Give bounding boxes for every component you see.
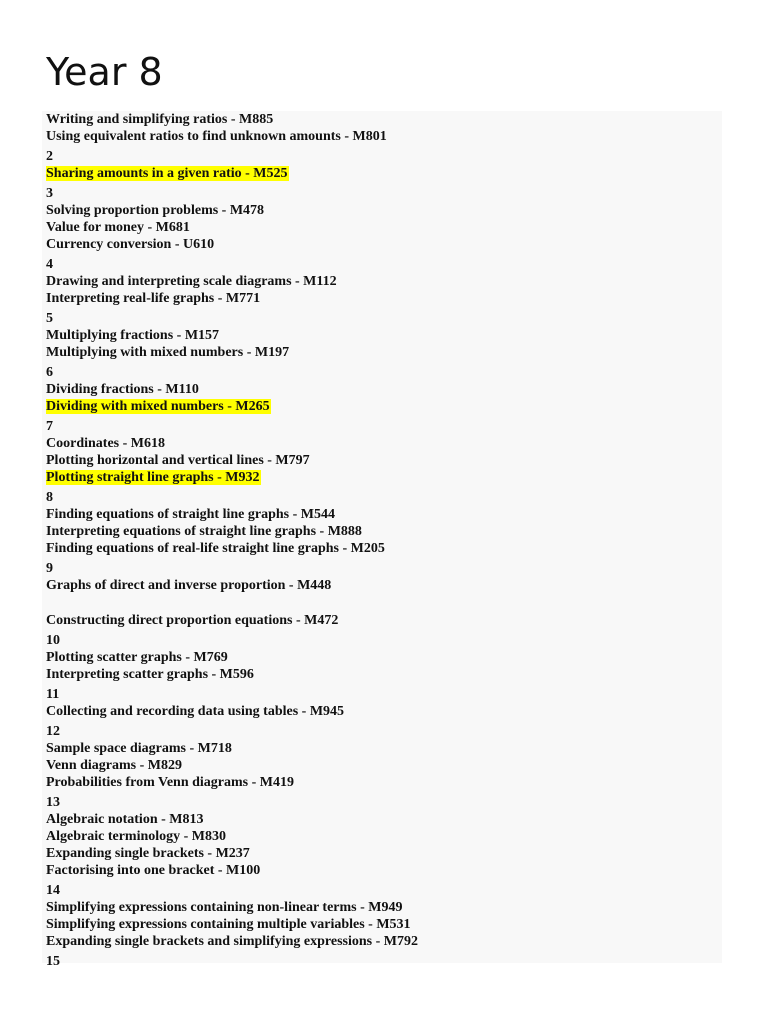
topic-item <box>46 219 716 236</box>
highlighted-topic-text: Plotting straight line graphs - M932 <box>46 470 260 485</box>
highlighted-topic-text: Sharing amounts in a given ratio - M525 <box>46 166 288 181</box>
highlighted-topic-text: Dividing with mixed numbers - M265 <box>46 399 270 414</box>
topic-item <box>46 452 716 469</box>
topic-item <box>46 398 716 415</box>
section-number <box>46 950 716 970</box>
topic-text: Currency conversion - U610 <box>46 237 215 252</box>
section-number-text: 6 <box>46 365 53 380</box>
section-number <box>46 182 716 202</box>
section-number-text: 9 <box>46 561 53 576</box>
section-number-text: 2 <box>46 149 53 164</box>
topic-item <box>46 577 716 594</box>
topic-item <box>46 612 716 629</box>
section-number <box>46 307 716 327</box>
topic-text: Interpreting equations of straight line graphs - M888 <box>46 524 362 539</box>
topic-item <box>46 862 716 879</box>
topic-text: Finding equations of straight line graphs - M544 <box>46 507 335 522</box>
section-number <box>46 879 716 899</box>
topic-text: Expanding single brackets - M237 <box>46 846 250 861</box>
topic-item <box>46 757 716 774</box>
topic-item <box>46 811 716 828</box>
topic-item <box>46 273 716 290</box>
topic-item <box>46 828 716 845</box>
topic-item <box>46 469 716 486</box>
topic-text: Multiplying fractions - M157 <box>46 328 220 343</box>
topic-item <box>46 506 716 523</box>
topic-item <box>46 649 716 666</box>
page-title: Year 8 <box>46 50 163 94</box>
topic-item <box>46 703 716 720</box>
topic-text: Sample space diagrams - M718 <box>46 741 232 756</box>
document-body <box>42 111 722 969</box>
section-number <box>46 683 716 703</box>
topic-text: Solving proportion problems - M478 <box>46 203 265 218</box>
section-number-text: 13 <box>46 795 60 810</box>
topic-text: Expanding single brackets and simplifying expressions - M792 <box>46 934 418 949</box>
topic-item <box>46 236 716 253</box>
topic-item <box>46 381 716 398</box>
topic-text: Interpreting real-life graphs - M771 <box>46 291 261 306</box>
section-number <box>46 557 716 577</box>
section-number-text: 12 <box>46 724 60 739</box>
section-number <box>46 253 716 273</box>
topic-item <box>46 128 716 145</box>
section-number <box>46 415 716 435</box>
topic-item <box>46 774 716 791</box>
topic-item <box>46 111 716 128</box>
topic-text: Simplifying expressions containing multiple variables - M531 <box>46 917 411 932</box>
topic-text: Collecting and recording data using tables - M945 <box>46 704 345 719</box>
topic-text: Using equivalent ratios to find unknown amounts - M801 <box>46 129 387 144</box>
topic-item <box>46 344 716 361</box>
section-number <box>46 145 716 165</box>
topic-item <box>46 523 716 540</box>
topic-item <box>46 845 716 862</box>
section-number <box>46 361 716 381</box>
topic-item <box>46 916 716 933</box>
topic-text: Constructing direct proportion equations - M472 <box>46 613 339 628</box>
topic-text: Coordinates - M618 <box>46 436 165 451</box>
section-number-text: 7 <box>46 419 53 434</box>
topic-item <box>46 933 716 950</box>
topic-item <box>46 666 716 683</box>
section-number-text: 14 <box>46 883 60 898</box>
section-number-text: 15 <box>46 954 60 969</box>
section-number <box>46 791 716 811</box>
topic-text: Finding equations of real-life straight line graphs - M205 <box>46 541 385 556</box>
section-number <box>46 720 716 740</box>
topic-text: Interpreting scatter graphs - M596 <box>46 667 254 682</box>
section-number <box>46 629 716 649</box>
section-number-text: 3 <box>46 186 53 201</box>
topic-text: Drawing and interpreting scale diagrams - M112 <box>46 274 337 289</box>
topic-item <box>46 290 716 307</box>
topic-item <box>46 740 716 757</box>
topic-text: Algebraic notation - M813 <box>46 812 204 827</box>
topic-text: Writing and simplifying ratios - M885 <box>46 112 274 127</box>
section-number-text: 11 <box>46 687 60 702</box>
section-number-text: 5 <box>46 311 53 326</box>
topic-item <box>46 202 716 219</box>
topic-text: Graphs of direct and inverse proportion - M448 <box>46 578 332 593</box>
topic-text: Algebraic terminology - M830 <box>46 829 227 844</box>
topic-text: Simplifying expressions containing non-linear terms - M949 <box>46 900 403 915</box>
topic-item <box>46 327 716 344</box>
blank-line <box>46 594 716 612</box>
topic-text: Plotting scatter graphs - M769 <box>46 650 228 665</box>
topic-text: Value for money - M681 <box>46 220 190 235</box>
topic-item <box>46 165 716 182</box>
topic-text: Venn diagrams - M829 <box>46 758 182 773</box>
topic-text: Factorising into one bracket - M100 <box>46 863 261 878</box>
topic-text: Multiplying with mixed numbers - M197 <box>46 345 290 360</box>
topic-text: Plotting horizontal and vertical lines - M797 <box>46 453 310 468</box>
section-number <box>46 486 716 506</box>
section-number-text: 8 <box>46 490 53 505</box>
topic-item <box>46 435 716 452</box>
topic-text: Probabilities from Venn diagrams - M419 <box>46 775 294 790</box>
topic-item <box>46 540 716 557</box>
section-number-text: 10 <box>46 633 60 648</box>
topic-list <box>46 111 716 970</box>
section-number-text: 4 <box>46 257 53 272</box>
topic-item <box>46 899 716 916</box>
topic-text: Dividing fractions - M110 <box>46 382 199 397</box>
